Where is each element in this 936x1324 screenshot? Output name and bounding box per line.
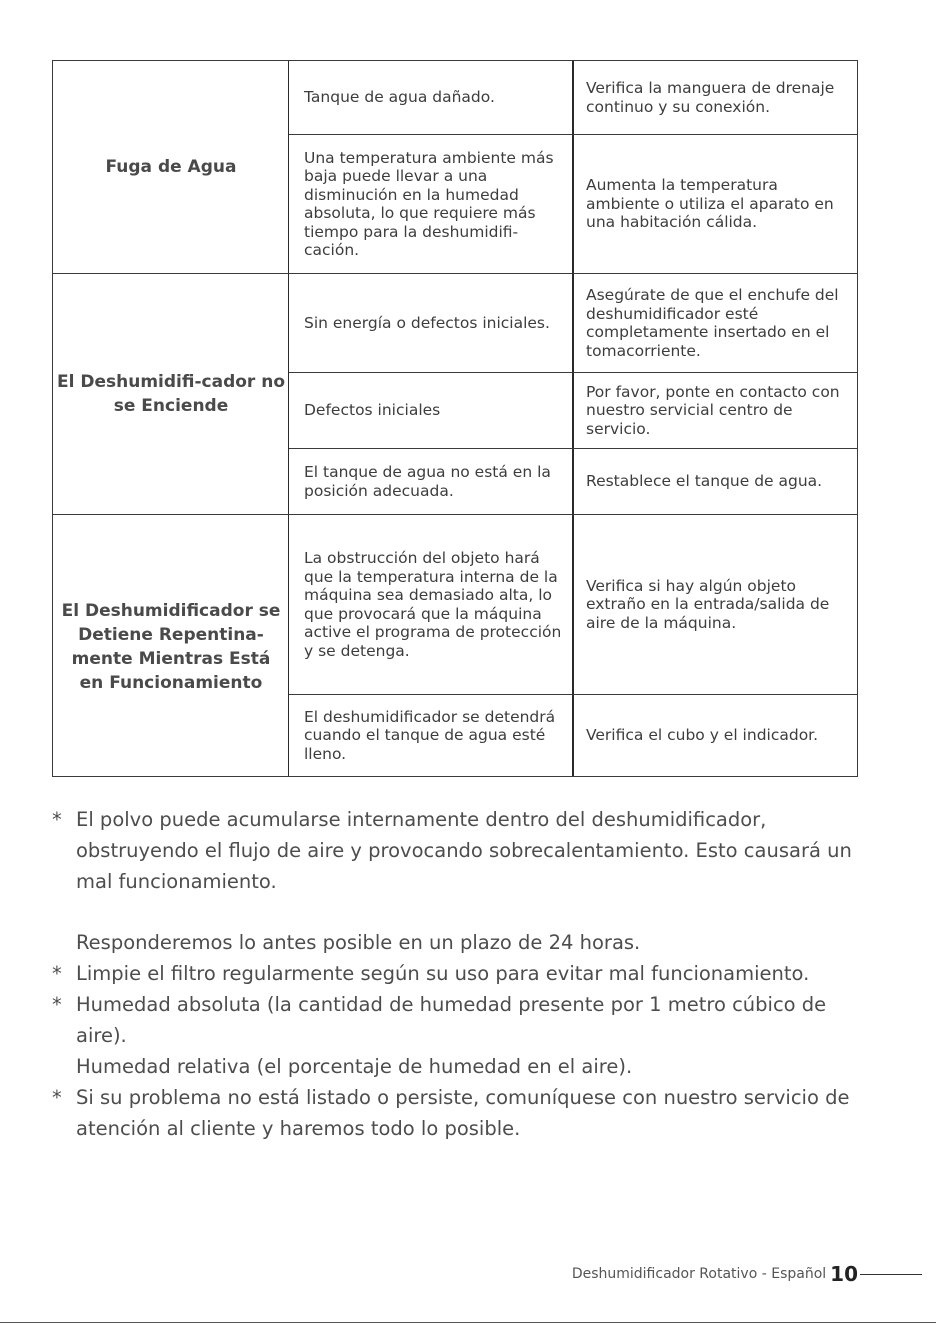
solution-cell: Restablece el tanque de agua.	[586, 472, 823, 491]
solution-cell: Verifica la manguera de drenaje continuo y su conexión.	[586, 79, 835, 116]
problem-water-leak: Fuga de Agua	[105, 157, 237, 177]
bullet-asterisk: *	[52, 962, 62, 985]
solution-cell: Por favor, ponte en contacto con nuestro servicial centro de servicio.	[586, 382, 840, 438]
cause-cell: El deshumidificador se detendrá cuando el tanque de agua esté lleno.	[304, 707, 556, 763]
cause-cell: El tanque de agua no está en la posición adecuada.	[304, 463, 551, 500]
cause-cell: Defectos iniciales	[304, 401, 441, 420]
bullet-asterisk: *	[52, 993, 62, 1016]
solution-cell: Aumenta la temperatura ambiente o utiliza el aparato en una habitación cálida.	[586, 176, 834, 232]
page-footer	[572, 1261, 922, 1287]
solution-cell: Verifica el cubo y el indicador.	[586, 726, 819, 745]
footer-title: Deshumidificador Rotativo - Español	[571, 1266, 827, 1282]
page-number: 10	[830, 1262, 858, 1286]
cause-cell: Tanque de agua dañado.	[304, 88, 495, 107]
note-response-time: Responderemos lo antes posible en un plazo de 24 horas.	[76, 931, 641, 954]
footer-rule	[860, 1274, 922, 1275]
solution-cell: Asegúrate de que el enchufe del deshumidificador esté completamente insertado en el tomacorriente.	[586, 286, 839, 360]
cause-cell: La obstrucción del objeto hará que la temperatura interna de la máquina sea demasiado alta, lo que provocará que la máquina active el programa de protección y se detenga.	[304, 549, 562, 660]
note-contact-service: * Si su problema no está listado o persiste, comuníquese con nuestro servicio de atención al cliente y haremos todo lo posible.	[52, 1082, 872, 1144]
notes-section	[52, 804, 872, 1144]
note-filter: * Limpie el filtro regularmente según su uso para evitar mal funcionamiento.	[52, 958, 872, 989]
cause-cell: Una temperatura ambiente más baja puede llevar a una disminución en la humedad absoluta, lo que requiere más tiempo para la deshumidifi-cación.	[304, 148, 554, 259]
problem-sudden-stop: El Deshumidificador se Detiene Repentina-mente Mientras Está en Funcionamiento	[61, 600, 281, 693]
bullet-asterisk: *	[52, 808, 62, 831]
note-dust: * El polvo puede acumularse internamente dentro del deshumidificador, obstruyendo el flujo de aire y provocando sobrecalentamiento. Esto causará un mal funcionamiento.	[52, 804, 872, 897]
troubleshooting-table	[52, 60, 858, 777]
bullet-asterisk: *	[52, 1086, 62, 1109]
solution-cell: Verifica si hay algún objeto extraño en la entrada/salida de aire de la máquina.	[586, 576, 830, 632]
cause-cell: Sin energía o defectos iniciales.	[304, 313, 550, 332]
bottom-rule	[0, 1322, 936, 1323]
note-absolute-humidity: * Humedad absoluta (la cantidad de humedad presente por 1 metro cúbico de aire).	[52, 989, 872, 1051]
problem-no-power: El Deshumidifi-cador no se Enciende	[57, 372, 285, 416]
note-relative-humidity: Humedad relativa (el porcentaje de humedad en el aire).	[76, 1055, 633, 1078]
